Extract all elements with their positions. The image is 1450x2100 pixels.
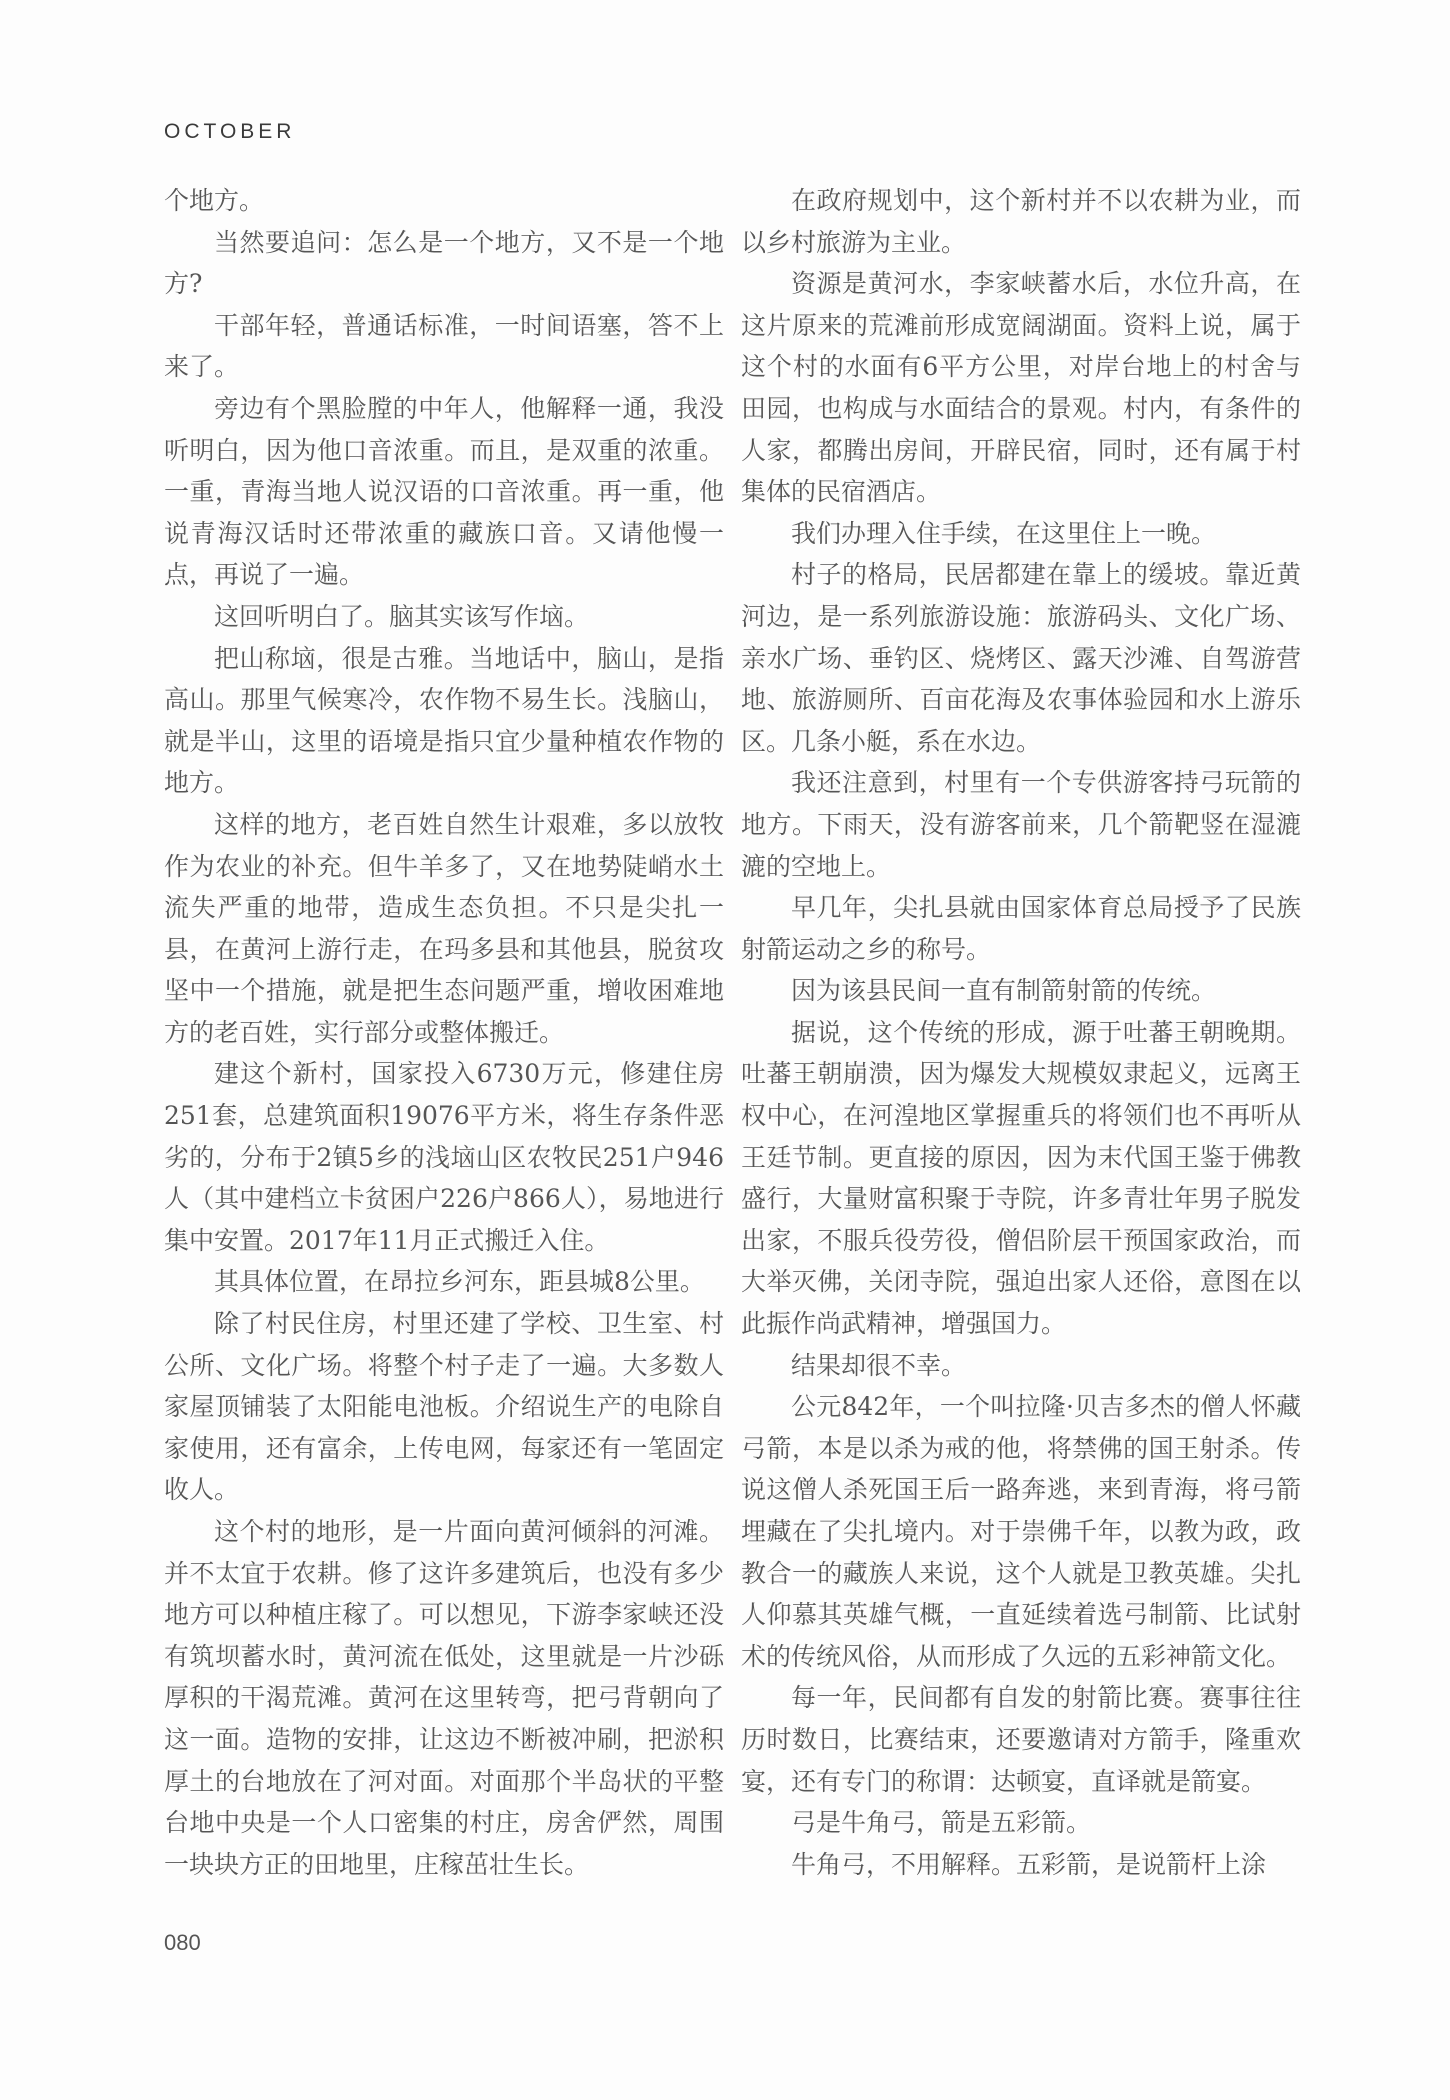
paragraph: 旁边有个黑脸膛的中年人，他解释一通，我没听明白，因为他口音浓重。而且，是双重的浓重。一重，青海当地人说汉语的口音浓重。再一重，他说青海汉话时还带浓重的藏族口音。又请他慢一点，再说了一遍。 [164,393,724,590]
paragraph: 除了村民住房，村里还建了学校、卫生室、村公所、文化广场。将整个村子走了一遍。大多数人家屋顶铺装了太阳能电池板。介绍说生产的电除自家使用，还有富余，上传电网，每家还有一笔固定收人。 [164,1309,724,1505]
paragraph: 干部年轻，普通话标准，一时间语塞，答不上来了。 [164,310,724,382]
paragraph: 每一年，民间都有自发的射箭比赛。赛事往往历时数日，比赛结束，还要邀请对方箭手，隆重欢宴，还有专门的称谓：达顿宴，直译就是箭宴。 [741,1683,1301,1796]
right-column [741,180,1301,1885]
paragraph: 据说，这个传统的形成，源于吐蕃王朝晚期。吐蕃王朝崩溃，因为爆发大规模奴隶起义，远离王权中心，在河湟地区掌握重兵的将领们也不再听从王廷节制。更直接的原因，因为末代国王鉴于佛教盛行，大量财富积聚于寺院，许多青壮年男子脱发出家，不服兵役劳役，僧侣阶层干预国家政治，而大举灭佛，关闭寺院，强迫出家人还俗，意图在以此振作尚武精神，增强国力。 [741,1017,1301,1339]
page-number: 080 [164,1930,201,1955]
paragraph: 其具体位置，在昂拉乡河东，距县城8公里。 [214,1267,705,1297]
paragraph: 公元842年，一个叫拉隆·贝吉多杰的僧人怀藏弓箭，本是以杀为戒的他，将禁佛的国王射杀。传说这僧人杀死国王后一路奔逃，来到青海，将弓箭埋藏在了尖扎境内。对于崇佛千年，以教为政，政教合一的藏族人来说，这个人就是卫教英雄。尖扎人仰慕其英雄气概，一直延续着选弓制箭、比试射术的传统风俗，从而形成了久远的五彩神箭文化。 [741,1392,1301,1671]
paragraph: 村子的格局，民居都建在靠上的缓坡。靠近黄河边，是一系列旅游设施：旅游码头、文化广场、亲水广场、垂钓区、烧烤区、露天沙滩、自驾游营地、旅游厕所、百亩花海及农事体验园和水上游乐区。几条小艇，系在水边。 [741,560,1301,756]
paragraph: 个地方。 [164,186,265,215]
paragraph: 资源是黄河水，李家峡蓄水后，水位升高，在这片原来的荒滩前形成宽阔湖面。资料上说，属于这个村的水面有6平方公里，对岸台地上的村舍与田园，也构成与水面结合的景观。村内，有条件的人家，都腾出房间，开辟民宿，同时，还有属于村集体的民宿酒店。 [741,269,1301,507]
paragraph: 把山称垴，很是古雅。当地话中，脑山，是指高山。那里气候寒冷，农作物不易生长。浅脑山，就是半山，这里的语境是指只宜少量种植农作物的地方。 [164,643,724,798]
paragraph: 这样的地方，老百姓自然生计艰难，多以放牧作为农业的补充。但牛羊多了，又在地势陡峭水土流失严重的地带，造成生态负担。不只是尖扎一县，在黄河上游行走，在玛多县和其他县，脱贫攻坚中一个措施，就是把生态问题严重，增收困难地方的老百姓，实行部分或整体搬迁。 [164,809,724,1047]
paragraph: 建这个新村，国家投入6730万元，修建住房251套，总建筑面积19076平方米，将生存条件恶劣的，分布于2镇5乡的浅垴山区农牧民251户946人（其中建档立卡贫困户226户866人），易地进行集中安置。2017年11月正式搬迁入住。 [164,1059,724,1255]
paragraph: 因为该县民间一直有制箭射箭的传统。 [791,976,1217,1006]
paragraph: 当然要追问：怎么是一个地方，又不是一个地方? [164,227,724,299]
paragraph: 弓是牛角弓，箭是五彩箭。 [791,1808,1092,1838]
running-header: OCTOBER [164,120,296,143]
paragraph: 牛角弓，不用解释。五彩箭，是说箭杆上涂 [791,1849,1267,1879]
paragraph: 早几年，尖扎县就由国家体育总局授予了民族射箭运动之乡的称号。 [741,893,1301,964]
paragraph: 我还注意到，村里有一个专供游客持弓玩箭的地方。下雨天，没有游客前来，几个箭靶竖在湿漉漉的空地上。 [741,768,1301,881]
paragraph: 我们办理入住手续，在这里住上一晚。 [791,518,1217,548]
paragraph: 结果却很不幸。 [791,1350,967,1380]
paragraph: 这回听明白了。脑其实该写作垴。 [214,601,590,631]
paragraph: 在政府规划中，这个新村并不以农耕为业，而以乡村旅游为主业。 [741,186,1301,257]
paragraph: 这个村的地形，是一片面向黄河倾斜的河滩。并不太宜于农耕。修了这许多建筑后，也没有多少地方可以种植庄稼了。可以想见，下游李家峡还没有筑坝蓄水时，黄河流在低处，这里就是一片沙砾厚积的干渴荒滩。黄河在这里转弯，把弓背朝向了这一面。造物的安排，让这边不断被冲刷，把淤积厚土的台地放在了河对面。对面那个半岛状的平整台地中央是一个人口密集的村庄，房舍俨然，周围一块块方正的田地里，庄稼茁壮生长。 [164,1517,724,1879]
left-column [164,180,724,1885]
